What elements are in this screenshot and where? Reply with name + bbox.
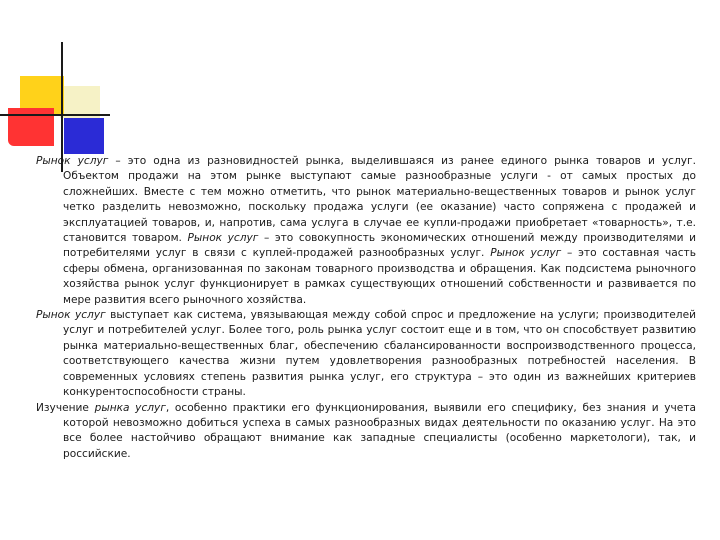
term: Рынок услуг: [36, 155, 109, 167]
text-run: – это одна из разновидностей рынка, выделившаяся из ранее единого рынка товаров и услуг. Объектом продажи на этом рынке выступают самые разнообразные услуги - от самых простых до сложнейших. Вместе с тем можно отметить, что рынок материально-вещественных товаров и рынок услуг четко разделить невозможно, поскольку продажа услуги (ее оказание) часто сопряжена с продажей и эксплуатацией товаров, и, напротив, сама услуга в случае ее купли-продажи приобретает «товарность», т.е. становится товаром.: [63, 155, 696, 245]
text-run: – это составная часть сферы обмена, организованная по законам товарного производства и обращения. Как подсистема рыночного хозяйства рынок услуг функционирует в рамках существующих отношений собственности и развивается по мере развития всего рыночного хозяйства.: [63, 247, 696, 306]
paragraph-1: [36, 154, 696, 308]
term: рынка услуг: [94, 401, 166, 414]
decor-horizontal-line: [0, 114, 110, 116]
decor-blue-square: [64, 118, 104, 154]
paragraph-3: [36, 401, 696, 463]
text-run: , особенно практики его функционирования, выявили его специфику, без знания и учета которой невозможно добиться успеха в самых разнообразных видах деятельности по оказанию услуг. На это все более настойчиво обращают внимание как западные специалисты (особенно маркетологи), так, и российские.: [63, 401, 696, 460]
text-run: Изучение: [36, 401, 95, 414]
text-run: выступает как система, увязывающая между собой спрос и предложение на услуги; производителей услуг и потребителей услуг. Более того, роль рынка услуг состоит еще и в том, что он способствует развитию рынка материально-вещественных благ, обеспечению сбалансированности воспроизводственного процесса, соответствующего качества жизни путем удовлетворения разнообразных потребностей населения. В современных условиях степень развития рынка услуг, его структура – это один из важнейших критериев конкурентоспособности страны.: [63, 309, 696, 399]
term: Рынок услуг: [36, 309, 106, 322]
text-run: – это совокупность экономических отношений между производителями и потребителями услуг в связи с куплей-продажей разнообразных услуг.: [63, 232, 696, 260]
term: Рынок услуг: [490, 247, 562, 260]
text-body: [36, 154, 696, 462]
decor-vertical-line: [61, 42, 63, 172]
paragraph-2: [36, 308, 696, 400]
term: Рынок услуг: [187, 232, 259, 245]
